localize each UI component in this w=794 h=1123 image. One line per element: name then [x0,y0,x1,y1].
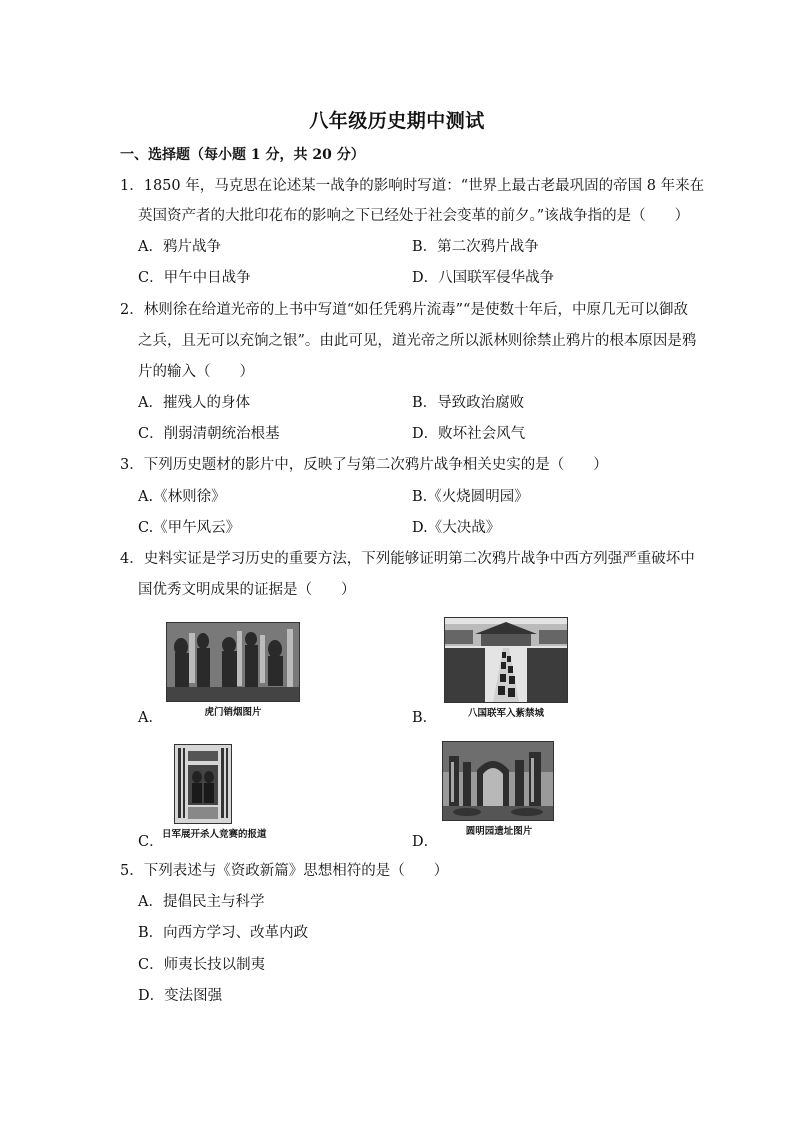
question-4-option-d-letter[interactable]: D． [412,834,439,850]
question-1-option-d[interactable]: D．八国联军侵华战争 [412,270,555,286]
question-4-option-c-caption: 日军展开杀人竞赛的报道 [162,829,267,840]
question-2-option-a[interactable]: A．摧残人的身体 [138,395,250,411]
question-2-option-b[interactable]: B．导致政治腐败 [412,395,525,411]
question-5-option-c[interactable]: C．师夷长技以制夷 [138,957,266,973]
question-4-option-d-image[interactable] [442,741,556,837]
question-5-option-b[interactable]: B．向西方学习、改革内政 [138,925,309,941]
question-4-option-b-caption: 八国联军入紫禁城 [467,708,544,719]
question-1-line-1: 1．1850 年，马克思在论述某一战争的影响时写道：“世界上最古老最巩固的帝国 8 年来在 [120,178,705,194]
section-heading: 一、选择题（每小题 1 分，共 20 分） [120,147,365,163]
question-5-option-d[interactable]: D．变法图强 [138,988,223,1004]
newspaper-report-photo [174,744,232,824]
question-2-option-c[interactable]: C．削弱清朝统治根基 [138,426,280,442]
question-4-line-1: 4．史料实证是学习历史的重要方法，下列能够证明第二次鸦片战争中西方列强严重破坏中 [120,551,695,567]
question-4-option-a-image[interactable] [166,622,300,718]
question-1-line-2: 英国资产者的大批印花布的影响之下已经处于社会变革的前夕。”该战争指的是（ ） [138,208,690,224]
question-3-option-b[interactable]: B.《火烧圆明园》 [412,489,529,505]
question-3-option-a[interactable]: A.《林则徐》 [138,489,226,505]
question-3-option-d[interactable]: D.《大决战》 [412,520,501,536]
question-5-option-a[interactable]: A．提倡民主与科学 [138,894,265,910]
question-4-line-2: 国优秀文明成果的证据是（ ） [138,582,356,598]
question-2-line-3: 片的输入（ ） [138,364,254,380]
yuanmingyuan-ruins-photo [442,741,554,821]
question-1-option-a[interactable]: A．鸦片战争 [138,239,221,255]
question-1-option-c[interactable]: C．甲午中日战争 [138,270,251,286]
question-4-option-a-letter[interactable]: A． [138,710,163,726]
question-2-option-d[interactable]: D．败坏社会风气 [412,426,526,442]
question-1-option-b[interactable]: B．第二次鸦片战争 [412,239,539,255]
question-4-option-c-image[interactable] [162,744,282,840]
question-5-line-1: 5．下列表述与《资政新篇》思想相符的是（ ） [120,863,449,879]
question-2-line-1: 2．林则徐在给道光帝的上书中写道“如任凭鸦片流毒”“是使数十年后，中原几无可以御敌 [120,302,688,318]
question-2-line-2: 之兵，且无可以充饷之银”。由此可见，道光帝之所以派林则徐禁止鸦片的根本原因是鸦 [138,333,697,349]
question-4-option-d-caption: 圆明园遗址图片 [465,826,533,837]
question-4-option-b-letter[interactable]: B． [412,710,438,726]
opium-destruction-photo [166,622,300,702]
page-title: 八年级历史期中测试 [309,110,485,132]
question-4-option-a-caption: 虎门销烟图片 [204,707,262,718]
question-3-option-c[interactable]: C.《甲午风云》 [138,520,241,536]
question-3-line-1: 3．下列历史题材的影片中，反映了与第二次鸦片战争相关史实的是（ ） [120,457,608,473]
question-4-option-b-image[interactable] [440,617,572,719]
forbidden-city-photo [444,617,568,703]
question-4-option-c-letter[interactable]: C． [138,834,164,850]
